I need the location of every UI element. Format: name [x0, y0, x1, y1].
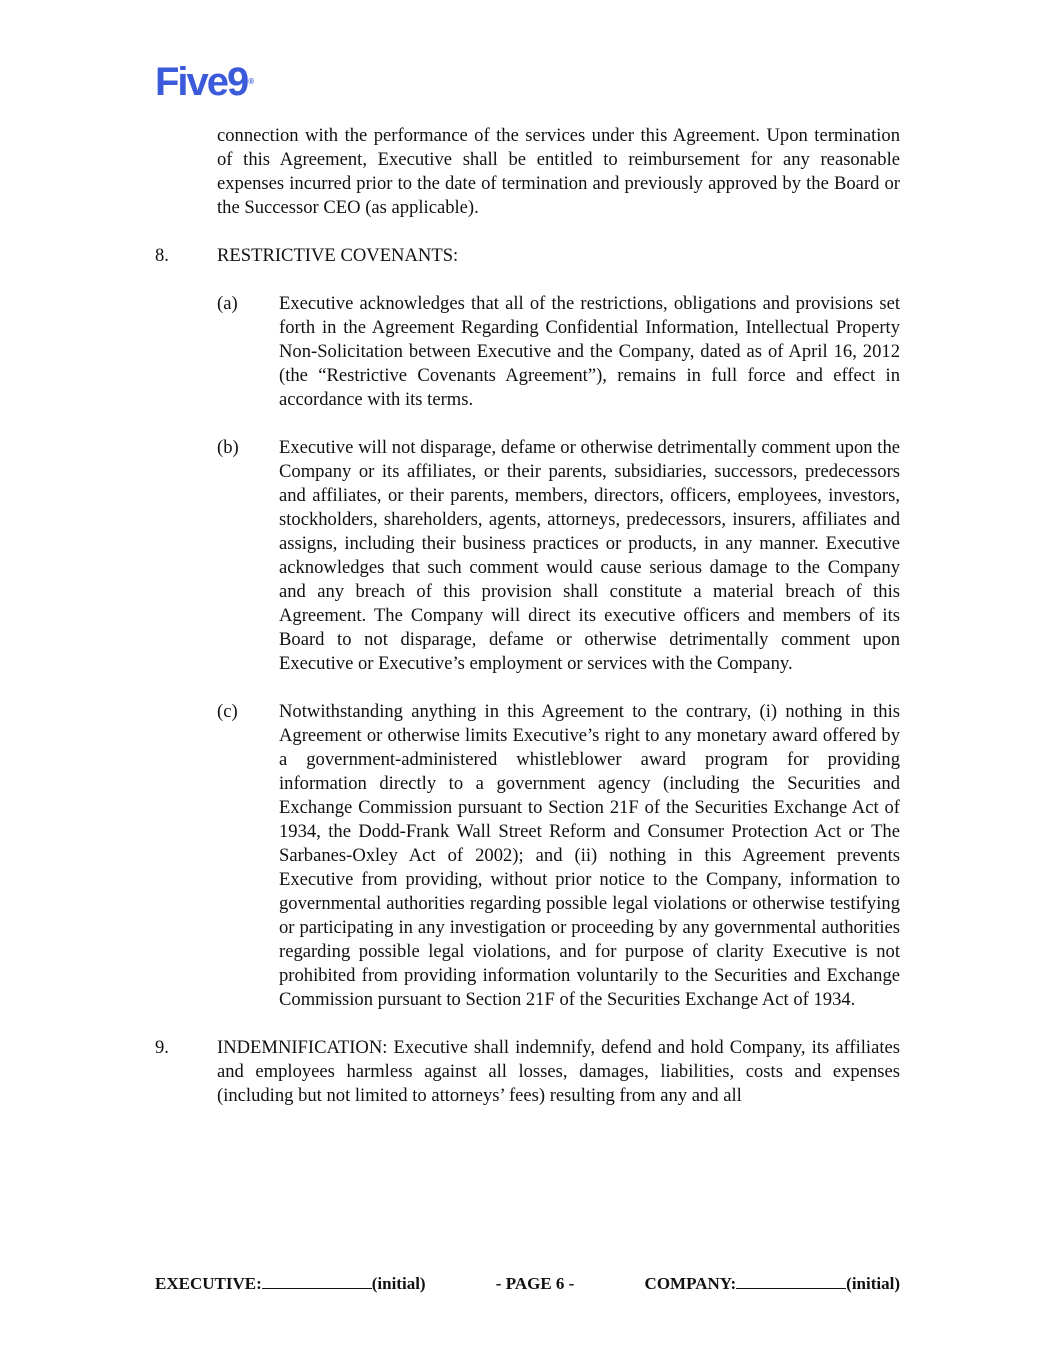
company-initial-block [645, 1274, 900, 1294]
clause-8a-text: Executive acknowledges that all of the restrictions, obligations and provisions set forth in the Agreement Regarding Confidential Information, Intellectual Property Non-Solicitation between Executive and the Company, dated as of April 16, 2012 (the “Restrictive Covenants Agreement”), remains in full force and effect in accordance with its terms. [279, 293, 900, 410]
executive-label: EXECUTIVE: [155, 1274, 262, 1293]
page-number: - PAGE 6 - [495, 1274, 575, 1293]
section-9-number: 9. [155, 1037, 169, 1058]
page-footer [155, 1274, 900, 1294]
company-initial-caption: (initial) [846, 1274, 900, 1293]
logo-registered-mark: ® [248, 77, 255, 86]
five9-logo [155, 62, 254, 102]
section-9-text: INDEMNIFICATION: Executive shall indemnify, defend and hold Company, its affiliates and employees harmless against all losses, damages, liabilities, costs and expenses (including but not limited to attorneys’ fees) resulting from any and all [217, 1037, 900, 1106]
company-label: COMPANY: [644, 1274, 737, 1293]
section-8 [155, 244, 900, 268]
clause-8b [217, 436, 900, 676]
clause-8b-label: (b) [217, 437, 239, 458]
clause-8a [217, 292, 900, 412]
section-9 [155, 1036, 900, 1108]
section-8-number: 8. [155, 245, 169, 266]
logo-text: Five9 [155, 60, 248, 104]
executive-initial-block [155, 1274, 426, 1294]
company-initial-line [736, 1274, 846, 1289]
section-8-heading: RESTRICTIVE COVENANTS: [217, 245, 459, 266]
clause-8b-text: Executive will not disparage, defame or otherwise detrimentally comment upon the Company or its affiliates, or their parents, subsidiaries, successors, predecessors and affiliates, or their parents, members, directors, officers, employees, investors, stockholders, shareholders, agents, attorneys, predecessors, insurers, affiliates and assigns, including their business practices or products, in any manner. Executive acknowledges that such comment would cause serious damage to the Company and any breach of this provision shall constitute a material breach of this Agreement. The Company will direct its executive officers and members of its Board to not disparage, defame or otherwise detrimentally comment upon Executive or Executive’s employment or services with the Company. [279, 437, 900, 674]
clause-8c-text: Notwithstanding anything in this Agreement to the contrary, (i) nothing in this Agreement or otherwise limits Executive’s right to any monetary award offered by a government-administered whistleblower award program for providing information directly to a government agency (including the Securities and Exchange Commission pursuant to Section 21F of the Securities Exchange Act of 1934, the Dodd-Frank Wall Street Reform and Consumer Protection Act or The Sarbanes-Oxley Act of 2002); and (ii) nothing in this Agreement prevents Executive from providing, without prior notice to the Company, information to governmental authorities regarding possible legal violations or otherwise testifying or participating in any investigation or proceeding by any governmental authorities regarding possible legal violations, and for purpose of clarity Executive is not prohibited from providing information voluntarily to the Securities and Exchange Commission pursuant to Section 21F of the Securities Exchange Act of 1934. [279, 701, 900, 1010]
clause-8a-label: (a) [217, 293, 238, 314]
clause-8c-label: (c) [217, 701, 238, 722]
continuation-paragraph: connection with the performance of the services under this Agreement. Upon termination of this Agreement, Executive shall be entitled to reimbursement for any reasonable expenses incurred prior to the date of termination and previously approved by the Board or the Successor CEO (as applicable). [217, 125, 900, 218]
document-body [155, 124, 900, 1108]
executive-initial-caption: (initial) [371, 1274, 426, 1293]
clause-8c [217, 700, 900, 1012]
executive-initial-line [262, 1274, 372, 1289]
